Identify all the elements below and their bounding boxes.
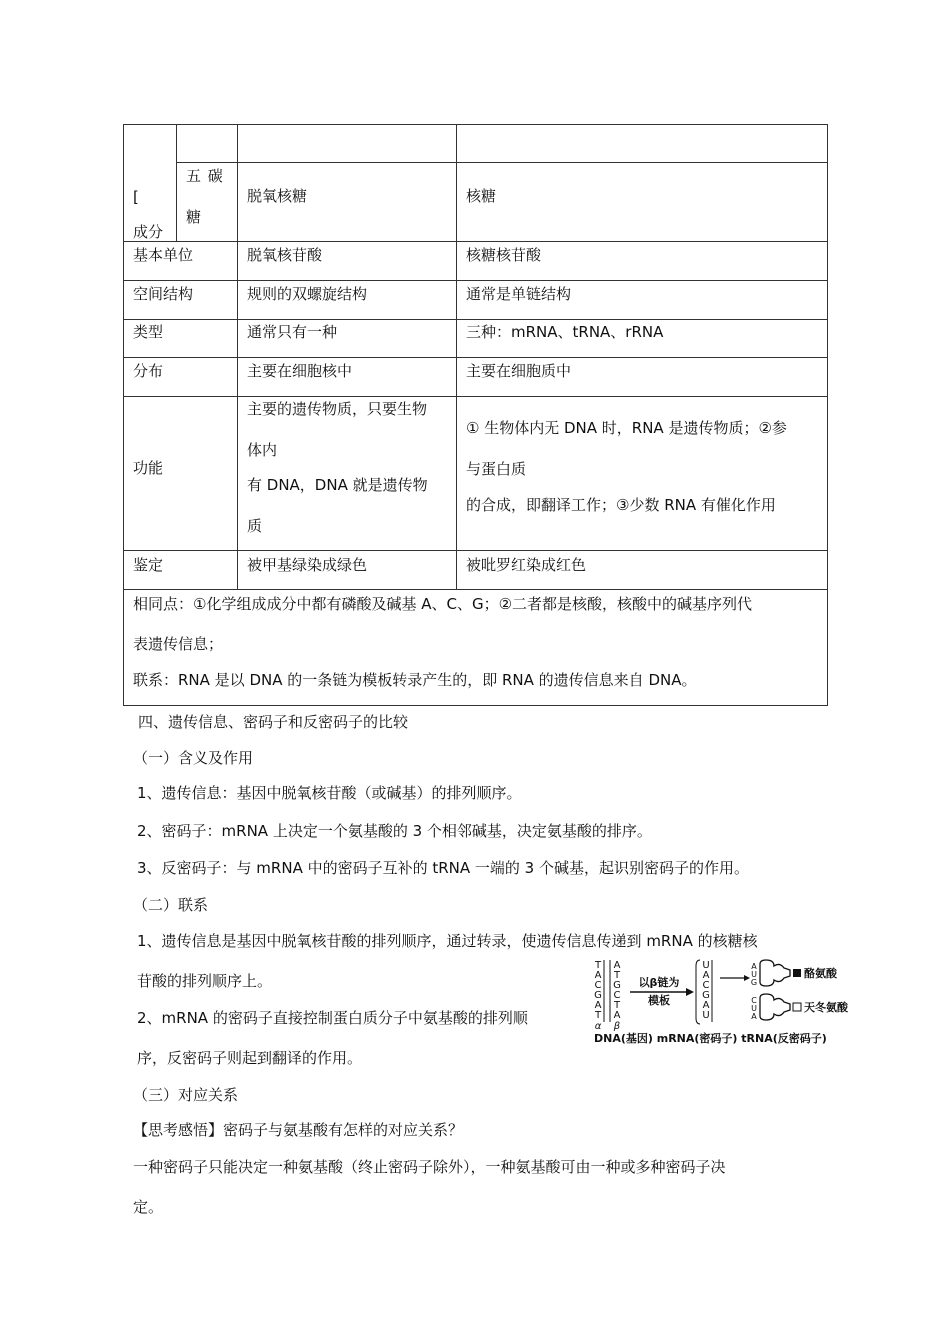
paragraph: 序，反密码子则起到翻译的作用。 xyxy=(137,1049,363,1067)
dna-cell: 主要在细胞核中 xyxy=(247,362,353,380)
subsection-title: （三）对应关系 xyxy=(133,1086,239,1104)
figure-caption: DNA(基因) mRNA(密码子) tRNA(反密码子) xyxy=(594,1032,827,1045)
base: G xyxy=(750,978,758,987)
rna-cell: 三种：mRNA、tRNA、rRNA xyxy=(466,323,664,341)
dna-function-line: 主要的遗传物质，只要生物 xyxy=(247,400,428,418)
arrow-head-icon xyxy=(686,988,694,996)
base: G xyxy=(613,980,621,991)
base: U xyxy=(751,1004,757,1013)
subsection-title: （一）含义及作用 xyxy=(133,749,254,767)
amino-acid-icon xyxy=(793,969,801,977)
base: U xyxy=(702,960,710,971)
link-line: 联系：RNA 是以 DNA 的一条链为模板转录产生的，即 RNA 的遗传信息来自 DNA。 xyxy=(133,671,697,689)
dna-function-line: 体内 xyxy=(247,441,278,459)
table-border-left xyxy=(123,124,124,706)
paragraph: 3、反密码子：与 mRNA 中的密码子互补的 tRNA 一端的 3 个碱基，起识别密码子的作用。 xyxy=(137,859,750,877)
base: A xyxy=(702,970,710,981)
rna-identify: 被吡罗红染成红色 xyxy=(466,556,587,574)
base: G xyxy=(702,990,710,1001)
dna-function-line: 质 xyxy=(247,517,263,535)
row-label: 类型 xyxy=(133,323,164,341)
rna-pentose: 核糖 xyxy=(466,187,497,205)
base: C xyxy=(751,996,757,1005)
table-rule xyxy=(123,550,828,551)
trna-shape-icon xyxy=(760,994,790,1020)
paragraph: 1、遗传信息：基因中脱氧核苷酸（或碱基）的排列顺序。 xyxy=(137,784,522,802)
base: T xyxy=(594,1010,602,1021)
dna-cell: 规则的双螺旋结构 xyxy=(247,285,368,303)
question: 【思考感悟】密码子与氨基酸有怎样的对应关系？ xyxy=(133,1121,464,1139)
template-label: 以β链为 xyxy=(638,976,680,989)
base: A xyxy=(594,1000,602,1011)
rna-cell: 核糖核苷酸 xyxy=(466,246,542,264)
base: A xyxy=(613,960,621,971)
amino-acid-icon xyxy=(793,1003,801,1011)
table-border-top xyxy=(123,124,828,125)
base: A xyxy=(613,1010,621,1021)
base: U xyxy=(751,970,757,979)
base: A xyxy=(594,970,602,981)
base: C xyxy=(613,990,621,1001)
row-label: 分布 xyxy=(133,362,164,380)
answer-line: 定。 xyxy=(133,1198,164,1216)
mrna-strand xyxy=(702,960,710,1021)
identify-label: 鉴定 xyxy=(133,556,164,574)
table-rule xyxy=(123,396,828,397)
pentose-label-2: 糖 xyxy=(186,208,202,226)
dna-beta-strand xyxy=(613,960,621,1032)
figure-svg xyxy=(590,958,860,1046)
rna-cell: 主要在细胞质中 xyxy=(466,362,572,380)
paragraph: 苷酸的排列顺序上。 xyxy=(137,972,273,990)
table-rule xyxy=(123,319,828,320)
dna-pentose: 脱氧核糖 xyxy=(247,187,308,205)
base: G xyxy=(594,990,602,1001)
table-rule xyxy=(176,162,828,163)
dna-alpha-strand xyxy=(594,960,602,1032)
table-rule xyxy=(123,589,828,590)
dna-identify: 被甲基绿染成绿色 xyxy=(247,556,368,574)
common-line: 相同点：①化学组成成分中都有磷酸及碱基 A、C、G；②二者都是核酸，核酸中的碱基序列代 xyxy=(133,595,753,613)
dna-cell: 通常只有一种 xyxy=(247,323,338,341)
rna-function-line: 的合成，即翻译工作；③少数 RNA 有催化作用 xyxy=(466,496,776,514)
section-title: 四、遗传信息、密码子和反密码子的比较 xyxy=(138,713,409,731)
function-label: 功能 xyxy=(133,459,164,477)
rna-function-line: ① 生物体内无 DNA 时，RNA 是遗传物质；②参 xyxy=(466,419,787,437)
base: A xyxy=(751,962,757,971)
table-rule xyxy=(123,357,828,358)
table-border-bottom xyxy=(123,705,828,706)
row-label: 基本单位 xyxy=(133,246,194,264)
transcription-translation-figure xyxy=(590,958,860,1046)
base: T xyxy=(613,970,621,981)
base: T xyxy=(613,1000,621,1011)
common-line: 表遗传信息； xyxy=(133,635,224,653)
dna-function-line: 有 DNA，DNA 就是遗传物 xyxy=(247,476,428,494)
base: U xyxy=(702,1010,710,1021)
alpha-label: α xyxy=(594,1021,602,1032)
subsection-title: （二）联系 xyxy=(133,896,209,914)
table-rule xyxy=(123,280,828,281)
beta-label: β xyxy=(613,1021,621,1032)
base: A xyxy=(702,1000,710,1011)
paragraph: 2、mRNA 的密码子直接控制蛋白质分子中氨基酸的排列顺 xyxy=(137,1009,528,1027)
trna-2 xyxy=(751,994,849,1021)
amino-acid-label: 天冬氨酸 xyxy=(804,1001,848,1014)
component-bracket: [ xyxy=(133,188,139,206)
rna-function-line: 与蛋白质 xyxy=(466,460,527,478)
arrow-head-icon xyxy=(744,975,750,981)
pentose-label: 五 碳 xyxy=(186,167,224,185)
amino-acid-label: 酪氨酸 xyxy=(804,967,837,980)
table-rule xyxy=(456,124,457,589)
table-rule xyxy=(176,124,177,241)
brace-icon xyxy=(696,960,700,1024)
trna-shape-icon xyxy=(760,960,790,986)
dna-cell: 脱氧核苷酸 xyxy=(247,246,323,264)
trna-1 xyxy=(751,960,838,987)
component-label: 成分 xyxy=(133,223,164,241)
base: C xyxy=(702,980,710,991)
template-label: 模板 xyxy=(648,994,670,1007)
base: T xyxy=(594,960,602,971)
base: A xyxy=(751,1012,757,1021)
row-label: 空间结构 xyxy=(133,285,194,303)
table-rule xyxy=(237,124,238,589)
paragraph: 1、遗传信息是基因中脱氧核苷酸的排列顺序，通过转录，使遗传信息传递到 mRNA 的核糖核 xyxy=(137,932,758,950)
answer-line: 一种密码子只能决定一种氨基酸（终止密码子除外），一种氨基酸可由一种或多种密码子决 xyxy=(133,1158,726,1176)
base: C xyxy=(594,980,602,991)
rna-cell: 通常是单链结构 xyxy=(466,285,572,303)
table-border-right xyxy=(827,124,828,706)
table-rule xyxy=(123,241,828,242)
paragraph: 2、密码子：mRNA 上决定一个氨基酸的 3 个相邻碱基，决定氨基酸的排序。 xyxy=(137,822,652,840)
